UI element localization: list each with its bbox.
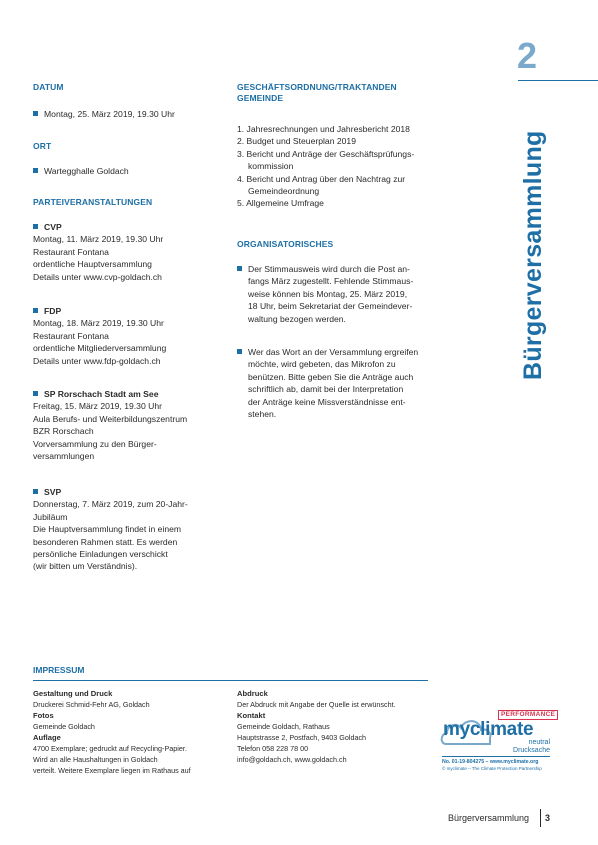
list-item: Gemeindeordnung — [248, 186, 320, 197]
impressum-left — [33, 688, 191, 776]
impressum-label: Abdruck — [237, 689, 268, 698]
ort-heading: ORT — [33, 141, 52, 151]
datum-item — [33, 108, 175, 120]
party-line: besonderen Rahmen statt. Es werden — [33, 536, 178, 547]
performance-badge: PERFORMANCE — [498, 710, 558, 720]
org-line: weise können bis Montag, 25. März 2019, — [248, 288, 408, 299]
impressum-text: Gemeinde Goldach — [33, 722, 95, 731]
bullet-square-icon — [33, 391, 38, 396]
list-item: kommission — [248, 161, 294, 172]
section-vertical-title: Bürgerversammlung — [519, 130, 547, 380]
party-line: ordentliche Hauptversammlung — [33, 259, 152, 270]
logo-copyright: © myclimate – The Climate Protection Partnership — [442, 766, 542, 771]
impressum-text: 4700 Exemplare; gedruckt auf Recycling-Papier. — [33, 744, 187, 753]
list-item: 4. Bericht und Antrag über den Nachtrag zur — [237, 173, 406, 184]
party-line: Restaurant Fontana — [33, 330, 109, 341]
impressum-rule — [33, 680, 428, 681]
party-line: Jubiläum — [33, 511, 68, 522]
org-item-1 — [237, 263, 413, 325]
chapter-number: 2 — [517, 35, 538, 76]
bullet-square-icon — [237, 266, 242, 271]
footer-divider — [540, 809, 541, 827]
impressum-text: Gemeinde Goldach, Rathaus — [237, 722, 330, 731]
list-item: 3. Bericht und Anträge der Geschäftsprüfungs- — [237, 148, 415, 159]
party-line: Details unter www.fdp-goldach.ch — [33, 355, 161, 366]
party-block-sp — [33, 388, 187, 462]
impressum-text: Druckerei Schmid-Fehr AG, Goldach — [33, 700, 150, 709]
impressum-heading: IMPRESSUM — [33, 665, 85, 675]
org-line: fangs März zugestellt. Fehlende Stimmaus- — [248, 276, 414, 287]
ort-text: Wartegghalle Goldach — [44, 166, 129, 176]
party-line: Freitag, 15. März 2019, 19.30 Uhr — [33, 401, 162, 412]
party-block-fdp — [33, 305, 166, 367]
party-line: Aula Berufs- und Weiterbildungszentrum — [33, 413, 188, 424]
geschaeftsordnung-heading — [237, 82, 397, 104]
logo-rule — [442, 756, 550, 757]
party-line: Vorversammlung zu den Bürger- — [33, 438, 157, 449]
datum-heading: DATUM — [33, 82, 64, 92]
org-line: waltung bezogen werden. — [248, 313, 346, 324]
list-item: 5. Allgemeine Umfrage — [237, 198, 324, 209]
logo-wordmark: myclimate — [443, 719, 534, 740]
heading-line: GEMEINDE — [237, 93, 284, 103]
party-line: BZR Rorschach — [33, 426, 94, 437]
party-line: persönliche Einladungen verschickt — [33, 549, 168, 560]
impressum-label: Auflage — [33, 733, 61, 742]
party-name: CVP — [44, 222, 62, 232]
logo-neutral: neutral — [528, 739, 550, 746]
org-line: 18 Uhr, beim Sekretariat der Gemeindever- — [248, 301, 413, 312]
datum-text: Montag, 25. März 2019, 19.30 Uhr — [44, 109, 175, 119]
party-name: SVP — [44, 487, 62, 497]
impressum-right — [237, 688, 396, 765]
logo-code: No. 01-19-804275 – www.myclimate.org — [442, 759, 539, 765]
impressum-label: Fotos — [33, 711, 54, 720]
impressum-label: Kontakt — [237, 711, 266, 720]
impressum-text: Wird an alle Haushaltungen in Goldach — [33, 755, 158, 764]
myclimate-logo — [440, 710, 556, 778]
party-name: SP Rorschach Stadt am See — [44, 389, 159, 399]
ort-item — [33, 165, 129, 177]
impressum-text: Hauptstrasse 2, Postfach, 9403 Goldach — [237, 733, 367, 742]
org-line: der Anträge keine Missverständnisse ent- — [248, 396, 406, 407]
footer-section: Bürgerversammlung — [448, 813, 530, 823]
impressum-text: Telefon 058 228 78 00 — [237, 744, 309, 753]
logo-drucksache: Drucksache — [513, 747, 550, 754]
organisatorisches-heading: ORGANISATORISCHES — [237, 239, 334, 249]
bullet-square-icon — [33, 111, 38, 116]
heading-line: GESCHÄFTSORDNUNG/TRAKTANDEN — [237, 82, 397, 92]
org-line: Der Stimmausweis wird durch die Post an- — [248, 264, 410, 274]
impressum-label: Gestaltung und Druck — [33, 689, 113, 698]
party-line: Donnerstag, 7. März 2019, zum 20-Jahr- — [33, 499, 188, 510]
party-line: Die Hauptversammlung findet in einem — [33, 524, 182, 535]
traktanden-list — [237, 123, 414, 210]
party-block-cvp — [33, 221, 163, 283]
org-line: benützen. Bitte geben Sie die Anträge auch — [248, 371, 414, 382]
party-line: Details unter www.cvp-goldach.ch — [33, 271, 162, 282]
org-line: Wer das Wort an der Versammlung ergreifen — [248, 347, 419, 357]
party-line: versammlungen — [33, 451, 95, 462]
list-item: 2. Budget und Steuerplan 2019 — [237, 136, 356, 147]
party-line: Restaurant Fontana — [33, 246, 109, 257]
bullet-square-icon — [33, 489, 38, 494]
party-line: Montag, 11. März 2019, 19.30 Uhr — [33, 234, 164, 245]
bullet-square-icon — [33, 308, 38, 313]
bullet-square-icon — [33, 224, 38, 229]
party-line: Montag, 18. März 2019, 19.30 Uhr — [33, 318, 164, 329]
impressum-text: info@goldach.ch, www.goldach.ch — [237, 755, 347, 764]
party-line: (wir bitten um Verständnis). — [33, 561, 138, 572]
party-line: ordentliche Mitgliederversammlung — [33, 343, 167, 354]
impressum-text: Der Abdruck mit Angabe der Quelle ist erwünscht. — [237, 700, 396, 709]
bullet-square-icon — [237, 349, 242, 354]
org-item-2 — [237, 346, 418, 420]
party-block-svp — [33, 486, 188, 573]
list-item: 1. Jahresrechnungen und Jahresbericht 2018 — [237, 124, 410, 134]
org-line: schriftlich ab, damit bei der Interpretation — [248, 384, 404, 395]
bullet-square-icon — [33, 168, 38, 173]
party-name: FDP — [44, 306, 62, 316]
page-number: 3 — [545, 813, 551, 823]
impressum-text: verteilt. Weitere Exemplare liegen im Rathaus auf — [33, 766, 191, 775]
org-line: möchte, wird gebeten, das Mikrofon zu — [248, 359, 396, 370]
org-line: stehen. — [248, 409, 277, 420]
partei-heading: PARTEIVERANSTALTUNGEN — [33, 197, 153, 207]
